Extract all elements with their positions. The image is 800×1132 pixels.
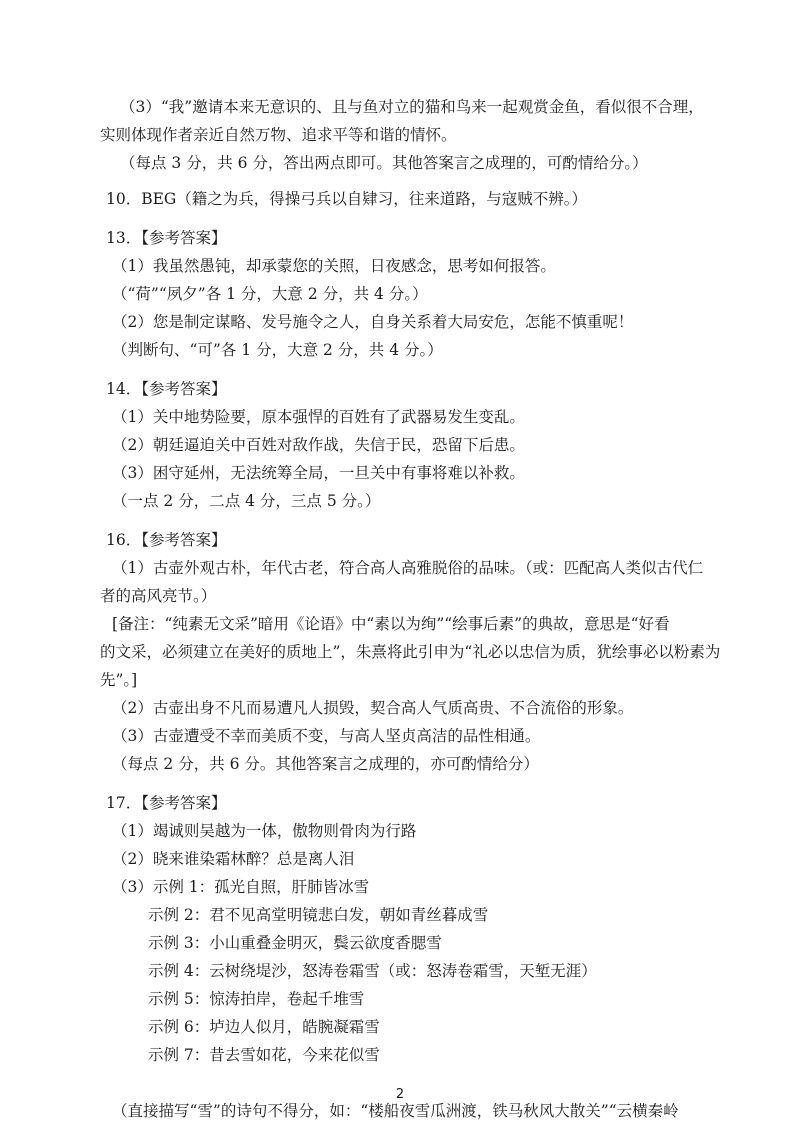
q17-example: 示例 5：惊涛拍岸，卷起千堆雪: [148, 990, 365, 1008]
page-number: 2: [395, 1087, 405, 1102]
q17-example: 示例 2：君不见高堂明镜悲白发，朝如青丝暮成雪: [148, 906, 489, 924]
q13-item2-score: （判断句、“可”各 1 分，大意 2 分，共 4 分。）: [112, 341, 443, 359]
q17-item1: （1）竭诚则吴越为一体，傲物则骨肉为行路: [112, 822, 417, 840]
q17-note: （直接描写“雪”的诗句不得分，如：“楼船夜雪瓜洲渡，铁马秋风大散关”“云横秦岭: [112, 1102, 679, 1120]
q13-heading: 13．【参考答案】: [106, 229, 227, 247]
q17-example: 示例 7：昔去雪如花，今来花似雪: [148, 1046, 380, 1064]
q16-heading: 16．【参考答案】: [106, 531, 227, 549]
q16-item1-line2: 者的高风亮节。）: [100, 587, 217, 605]
q13-item2: （2）您是制定谋略、发号施令之人，自身关系着大局安危，怎能不慎重呢！: [112, 313, 634, 331]
q17-example: 示例 6：垆边人似月，皓腕凝霜雪: [148, 1018, 380, 1036]
q16-note-line1: [备注：“纯素无文采”暗用《论语》中“素以为绚”“绘事后素”的典故，意思是“好看: [112, 615, 670, 633]
q9-scoring: （每点 3 分，共 6 分，答出两点即可。其他答案言之成理的，可酌情给分。）: [120, 154, 648, 172]
q14-item3: （3）困守延州，无法统筹全局，一旦关中有事将难以补救。: [112, 464, 525, 482]
q16-item2: （2）古壶出身不凡而易遭凡人损毁，契合高人气质高贵、不合流俗的形象。: [112, 699, 634, 717]
q16-note-line3: 先”。]: [100, 671, 138, 689]
q9-item3-line1: （3）“我”邀请本来无意识的、且与鱼对立的猫和鸟来一起观赏金鱼，看似很不合理，: [120, 98, 704, 116]
q17-example: 示例 3：小山重叠金明灭，鬓云欲度香腮雪: [148, 934, 442, 952]
q14-item1: （1）关中地势险要，原本强悍的百姓有了武器易发生变乱。: [112, 408, 525, 426]
q9-item3-line2: 实则体现作者亲近自然万物、追求平等和谐的情怀。: [100, 126, 457, 144]
q16-item3: （3）古壶遭受不幸而美质不变，与高人坚贞高洁的品性相通。: [112, 727, 541, 745]
q16-score: （每点 2 分，共 6 分。其他答案言之成理的，亦可酌情给分）: [112, 755, 539, 773]
q17-item3-intro: （3）示例 1：孤光自照，肝肺皆冰雪: [112, 878, 370, 896]
q13-item1-score: （“荷”“夙夕”各 1 分，大意 2 分，共 4 分。）: [112, 285, 428, 303]
q17-example: 示例 4：云树绕堤沙，怒涛卷霜雪（或：怒涛卷霜雪，天堑无涯）: [148, 962, 597, 980]
q14-score: （一点 2 分，二点 4 分，三点 5 分。）: [112, 492, 381, 510]
q16-item1-line1: （1）古壶外观古朴，年代古老，符合高人高雅脱俗的品味。（或：匹配高人类似古代仁: [112, 559, 704, 577]
q14-item2: （2）朝廷逼迫关中百姓对敌作战，失信于民，恐留下后患。: [112, 436, 525, 454]
q14-heading: 14．【参考答案】: [106, 380, 227, 398]
q10-answer: 10．BEG（籍之为兵，得操弓兵以自肄习，往来道路，与寇贼不辨。）: [106, 190, 588, 208]
q17-heading: 17．【参考答案】: [106, 794, 227, 812]
q17-item2: （2）晓来谁染霜林醉？总是离人泪: [112, 850, 355, 868]
q13-item1: （1）我虽然愚钝，却承蒙您的关照，日夜感念，思考如何报答。: [112, 257, 556, 275]
q16-note-line2: 的文采，必须建立在美好的质地上”，朱熹将此引申为“礼必以忠信为质，犹绘事必以粉素为: [100, 643, 721, 661]
